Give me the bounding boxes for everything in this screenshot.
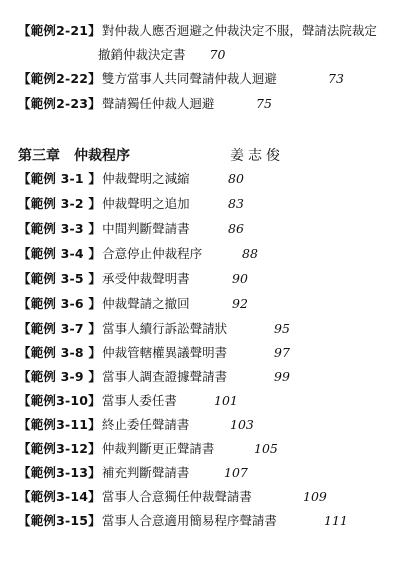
- example-number: 【範例 3-6 】: [18, 296, 102, 311]
- toc-entry[interactable]: [18, 318, 414, 340]
- page-number: 86: [228, 221, 244, 236]
- example-number: 【範例2-22】: [18, 71, 101, 86]
- page-number: 90: [232, 271, 248, 286]
- example-number: 【範例 3-9 】: [18, 369, 102, 384]
- page-number: 73: [328, 71, 344, 86]
- toc-entry[interactable]: [18, 68, 414, 90]
- toc-entry[interactable]: [18, 293, 414, 315]
- example-title: 當事人委任書: [101, 393, 177, 408]
- example-number: 【範例3-14】: [18, 489, 101, 504]
- page-number: 70: [209, 47, 226, 62]
- example-number: 【範例 3-3 】: [18, 221, 102, 236]
- page-number: 101: [214, 393, 238, 408]
- toc-entry[interactable]: [18, 218, 414, 240]
- example-number: 【範例3-12】: [18, 441, 101, 456]
- example-number: 【範例3-13】: [18, 465, 101, 480]
- page-number: 83: [228, 196, 244, 211]
- example-number: 【範例3-15】: [18, 513, 101, 528]
- toc-entry[interactable]: [18, 243, 414, 265]
- example-title: 當事人續行訴訟聲請狀: [102, 321, 228, 336]
- page-number: 109: [303, 489, 327, 504]
- toc-entry[interactable]: [18, 193, 414, 215]
- example-number: 【範例2-21】: [18, 23, 101, 38]
- example-title: 聲請獨任仲裁人迴避: [101, 96, 215, 111]
- example-number: 【範例 3-5 】: [18, 271, 102, 286]
- example-title: 補充判斷聲請書: [101, 465, 190, 480]
- page-number: 92: [232, 296, 248, 311]
- page-number: 105: [254, 441, 278, 456]
- example-title: 對仲裁人應否迴避之仲裁決定不服，聲請法院裁定: [101, 23, 377, 38]
- example-number: 【範例 3-7 】: [18, 321, 102, 336]
- toc-entry[interactable]: [18, 168, 414, 190]
- toc-entry[interactable]: [18, 93, 414, 115]
- example-title: 雙方當事人共同聲請仲裁人迴避: [101, 71, 277, 86]
- example-title: 仲裁判斷更正聲請書: [101, 441, 215, 456]
- toc-entry-continuation[interactable]: [98, 44, 225, 66]
- toc-entry[interactable]: [18, 366, 414, 388]
- toc-entry[interactable]: [18, 414, 414, 436]
- page-number: 75: [256, 96, 272, 111]
- example-number: 【範例3-10】: [18, 393, 101, 408]
- page-number: 103: [230, 417, 254, 432]
- example-title: 合意停止仲裁程序: [102, 246, 203, 261]
- example-number: 【範例2-23】: [18, 96, 101, 111]
- example-title: 仲裁聲明之減縮: [102, 171, 190, 186]
- page-number: 80: [228, 171, 244, 186]
- example-title: 終止委任聲請書: [101, 417, 190, 432]
- toc-entry[interactable]: [18, 342, 414, 364]
- toc-entry[interactable]: [18, 438, 414, 460]
- chapter-author: 姜志俊: [230, 148, 284, 164]
- chapter-heading: [18, 145, 284, 167]
- example-number: 【範例3-11】: [18, 417, 101, 432]
- example-title: 承受仲裁聲明書: [102, 271, 190, 286]
- toc-entry[interactable]: [18, 20, 414, 42]
- page-number: 99: [274, 369, 290, 384]
- example-title: 仲裁聲明之追加: [102, 196, 190, 211]
- example-number: 【範例 3-8 】: [18, 345, 102, 360]
- chapter-number: 第三章: [18, 148, 60, 164]
- page-number: 107: [224, 465, 248, 480]
- example-title: 當事人調查證據聲請書: [102, 369, 228, 384]
- page-number: 88: [242, 246, 258, 261]
- example-number: 【範例 3-1 】: [18, 171, 102, 186]
- example-title: 當事人合意適用簡易程序聲請書: [101, 513, 277, 528]
- example-title: 仲裁管轄權異議聲明書: [102, 345, 228, 360]
- example-title-continued: 撤銷仲裁決定書: [98, 47, 186, 62]
- toc-entry[interactable]: [18, 486, 414, 508]
- page-number: 97: [274, 345, 290, 360]
- example-title: 當事人合意獨任仲裁聲請書: [101, 489, 252, 504]
- example-number: 【範例 3-4 】: [18, 246, 102, 261]
- example-title: 仲裁聲請之撤回: [102, 296, 190, 311]
- chapter-title: 仲裁程序: [74, 148, 130, 164]
- page-number: 95: [274, 321, 290, 336]
- page-number: 111: [324, 513, 348, 528]
- example-number: 【範例 3-2 】: [18, 196, 102, 211]
- toc-entry[interactable]: [18, 390, 414, 412]
- toc-entry[interactable]: [18, 462, 414, 484]
- toc-entry[interactable]: [18, 510, 414, 532]
- example-title: 中間判斷聲請書: [102, 221, 190, 236]
- toc-entry[interactable]: [18, 268, 414, 290]
